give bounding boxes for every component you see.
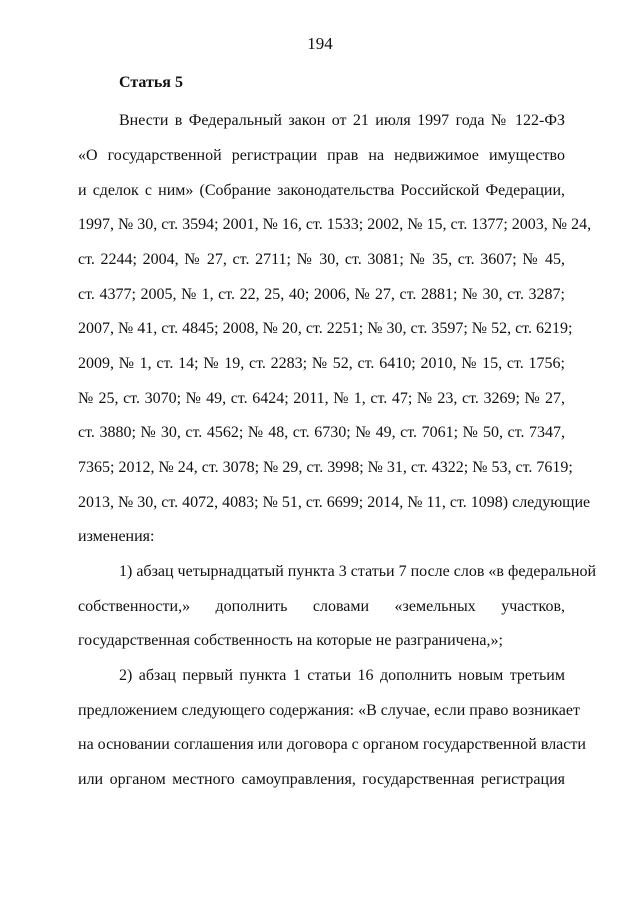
text-line: и сделок с ним» (Собрание законодательства Российской Федерации, [78,182,565,199]
text-line: на основании соглашения или договора с органом государственной власти [78,736,586,753]
text-line: или органом местного самоуправления, государственная регистрация [78,771,565,788]
text-line: предложением следующего содержания: «В случае, если право возникает [78,702,580,719]
article-title: Статья 5 [119,74,183,91]
page-number: 194 [307,34,333,53]
text-line: ст. 3880; № 30, ст. 4562; № 48, ст. 6730; № 49, ст. 7061; № 50, ст. 7347, [78,424,565,441]
text-line: 2007, № 41, ст. 4845; 2008, № 20, ст. 2251; № 30, ст. 3597; № 52, ст. 6219; [78,320,573,337]
text-line: собственности,» дополнить словами «земельных участков, [78,598,565,615]
text-line: ст. 4377; 2005, № 1, ст. 22, 25, 40; 2006, № 27, ст. 2881; № 30, ст. 3287; [78,286,565,303]
text-line: ст. 2244; 2004, № 27, ст. 2711; № 30, ст. 3081; № 35, ст. 3607; № 45, [78,251,565,268]
text-line: 2013, № 30, ст. 4072, 4083; № 51, ст. 6699; 2014, № 11, ст. 1098) следующие [78,494,591,511]
text-line: изменения: [78,528,155,545]
text-line: № 25, ст. 3070; № 49, ст. 6424; 2011, № 1, ст. 47; № 23, ст. 3269; № 27, [78,390,565,407]
text-line: 7365; 2012, № 24, ст. 3078; № 29, ст. 3998; № 31, ст. 4322; № 53, ст. 7619; [78,459,573,476]
text-line: 2) абзац первый пункта 1 статьи 16 дополнить новым третьим [119,667,565,684]
text-line: государственная собственность на которые не разграничена,»; [78,632,503,649]
text-line: Внести в Федеральный закон от 21 июля 1997 года № 122-ФЗ [119,112,565,129]
text-line: 1) абзац четырнадцатый пункта 3 статьи 7 после слов «в федеральной [119,563,597,580]
text-line: 1997, № 30, ст. 3594; 2001, № 16, ст. 1533; 2002, № 15, ст. 1377; 2003, № 24, [78,216,592,233]
text-line: 2009, № 1, ст. 14; № 19, ст. 2283; № 52, ст. 6410; 2010, № 15, ст. 1756; [78,355,565,372]
text-line: «О государственной регистрации прав на недвижимое имущество [78,147,565,164]
